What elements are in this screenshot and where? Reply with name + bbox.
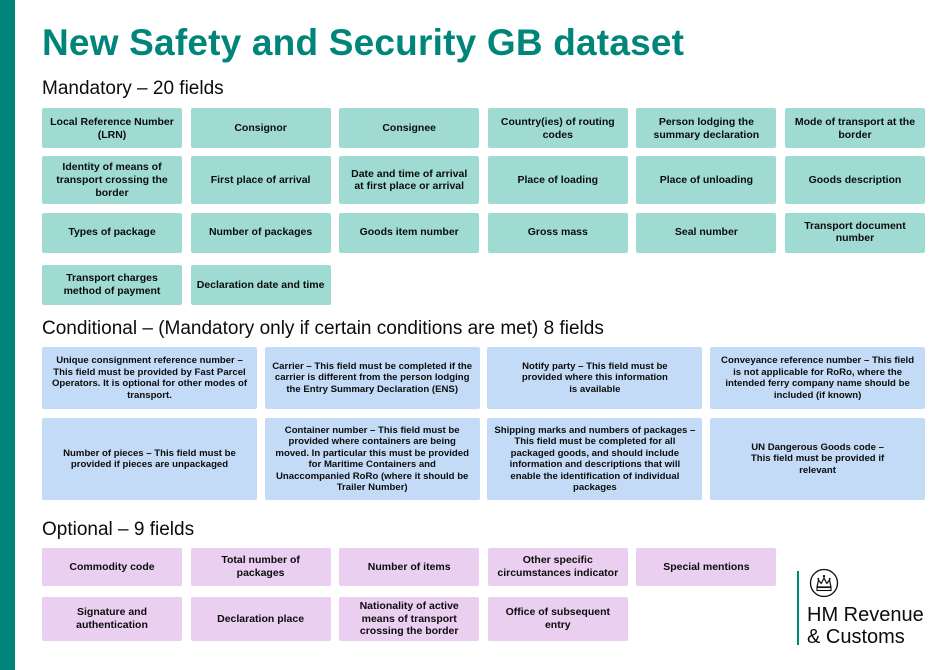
conditional-field: UN Dangerous Goods code – This field must be provided if relevant [710,418,925,500]
optional-fields-grid [42,548,776,641]
mandatory-fields-grid [42,108,925,305]
conditional-heading: Conditional – (Mandatory only if certain conditions are met) 8 fields [42,318,604,339]
mandatory-field: Person lodging the summary declaration [636,108,776,148]
mandatory-field: First place of arrival [191,156,331,204]
optional-field: Number of items [339,548,479,586]
mandatory-field: Identity of means of transport crossing the border [42,156,182,204]
optional-field: Declaration place [191,597,331,641]
mandatory-field: Place of loading [488,156,628,204]
conditional-field: Shipping marks and numbers of packages – This field must be completed for all packaged goods, and should include information and descriptions that will enable the identification of individual packages [487,418,702,500]
conditional-field: Unique consignment reference number – This field must be provided by Fast Parcel Operators. It is optional for other modes of transport. [42,347,257,409]
page-title: New Safety and Security GB dataset [42,22,685,63]
mandatory-field: Local Reference Number (LRN) [42,108,182,148]
conditional-field: Container number – This field must be provided where containers are being moved. In particular this must be provided for Maritime Containers and Unaccompanied RoRo (where it should be Trailer Number) [265,418,480,500]
mandatory-field: Goods description [785,156,925,204]
optional-field: Signature and authentication [42,597,182,641]
crown-icon [809,568,839,598]
optional-field: Nationality of active means of transport crossing the border [339,597,479,641]
mandatory-field: Country(ies) of routing codes [488,108,628,148]
hmrc-logo [797,568,937,650]
mandatory-field: Gross mass [488,213,628,253]
optional-field: Total number of packages [191,548,331,586]
conditional-field: Notify party – This field must be provided where this information is available [487,347,702,409]
conditional-field: Carrier – This field must be completed if the carrier is different from the person lodging the Entry Summary Declaration (ENS) [265,347,480,409]
conditional-field: Conveyance reference number – This field is not applicable for RoRo, where the intended ferry company name should be included (if known) [710,347,925,409]
mandatory-field: Consignor [191,108,331,148]
optional-field: Special mentions [636,548,776,586]
conditional-field: Number of pieces – This field must be provided if pieces are unpackaged [42,418,257,500]
optional-field: Other specific circumstances indicator [488,548,628,586]
optional-heading: Optional – 9 fields [42,519,195,540]
mandatory-field: Seal number [636,213,776,253]
conditional-fields-grid [42,347,925,500]
optional-field: Office of subsequent entry [488,597,628,641]
mandatory-heading: Mandatory – 20 fields [42,78,224,99]
brand-sidebar-stripe [0,0,15,670]
mandatory-field: Declaration date and time [191,265,331,305]
mandatory-field: Transport charges method of payment [42,265,182,305]
mandatory-field: Types of package [42,213,182,253]
logo-line-2: & Customs [807,626,905,648]
mandatory-field: Mode of transport at the border [785,108,925,148]
mandatory-field: Date and time of arrival at first place or arrival [339,156,479,204]
mandatory-field: Goods item number [339,213,479,253]
mandatory-field: Number of packages [191,213,331,253]
optional-field: Commodity code [42,548,182,586]
logo-wordmark [807,604,924,648]
mandatory-field: Consignee [339,108,479,148]
logo-divider-bar [797,571,799,645]
mandatory-field: Place of unloading [636,156,776,204]
logo-line-1: HM Revenue [807,604,924,626]
mandatory-field: Transport document number [785,213,925,253]
